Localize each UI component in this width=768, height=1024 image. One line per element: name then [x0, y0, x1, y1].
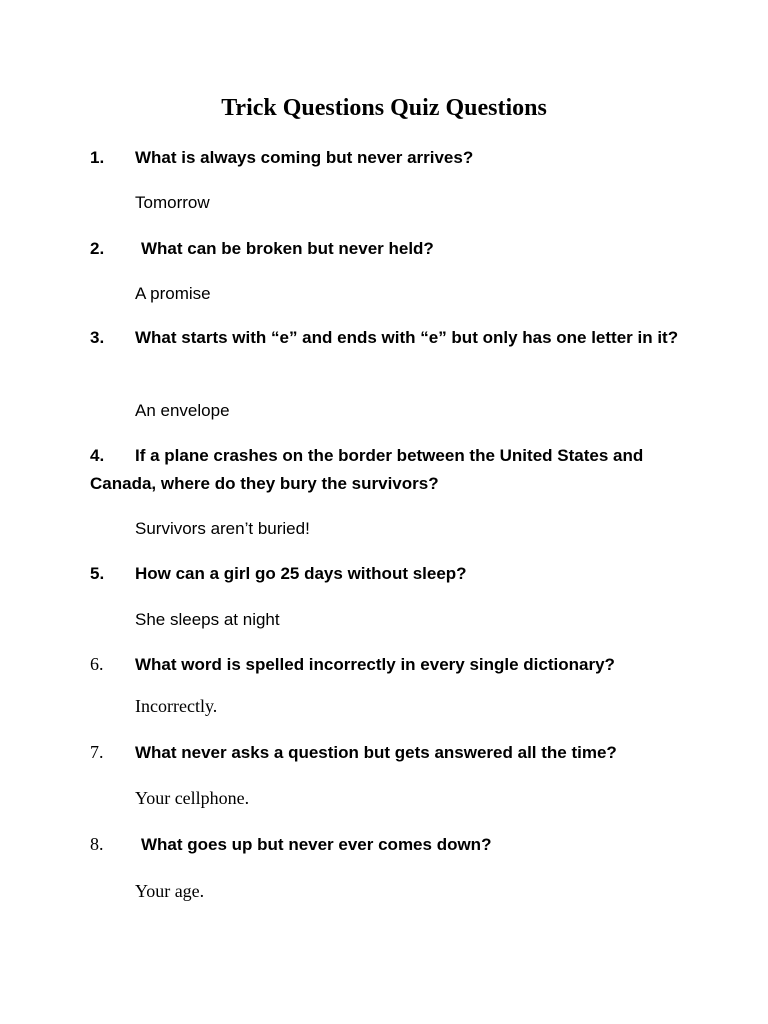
answer-3: An envelope: [135, 401, 230, 420]
question-number: 7.: [90, 742, 104, 762]
answer-6: Incorrectly.: [135, 696, 218, 716]
answer-7: Your cellphone.: [135, 788, 250, 808]
answer-5: She sleeps at night: [135, 610, 280, 629]
question-2: [90, 235, 690, 263]
question-text: What starts with “e” and ends with “e” but only has one letter in it?: [135, 328, 679, 347]
question-7: [90, 738, 690, 767]
answer-1: Tomorrow: [135, 193, 210, 212]
question-4: [90, 442, 690, 498]
question-text: If a plane crashes on the border between the United States and Canada, where do they bury the survivors?: [90, 446, 644, 493]
question-8: [90, 830, 690, 859]
question-number: 4.: [90, 446, 105, 465]
question-text: What goes up but never ever comes down?: [141, 835, 492, 854]
answer-2: A promise: [135, 284, 211, 303]
answer-4: Survivors aren’t buried!: [135, 519, 310, 538]
question-text: What never asks a question but gets answered all the time?: [135, 743, 617, 762]
question-6: [90, 650, 690, 679]
question-number: 1.: [90, 148, 105, 167]
question-text: What word is spelled incorrectly in every single dictionary?: [135, 655, 615, 674]
question-3: [90, 324, 690, 352]
page-title: Trick Questions Quiz Questions: [221, 95, 547, 121]
question-number: 5.: [90, 564, 105, 583]
answer-8: Your age.: [135, 881, 205, 901]
question-text: How can a girl go 25 days without sleep?: [135, 564, 467, 583]
question-text: What can be broken but never held?: [141, 239, 434, 258]
question-number: 3.: [90, 328, 105, 347]
question-number: 8.: [90, 834, 104, 854]
question-number: 2.: [90, 239, 105, 258]
question-text: What is always coming but never arrives?: [135, 148, 474, 167]
question-1: [90, 144, 690, 172]
question-5: [90, 560, 690, 588]
question-number: 6.: [90, 654, 104, 674]
